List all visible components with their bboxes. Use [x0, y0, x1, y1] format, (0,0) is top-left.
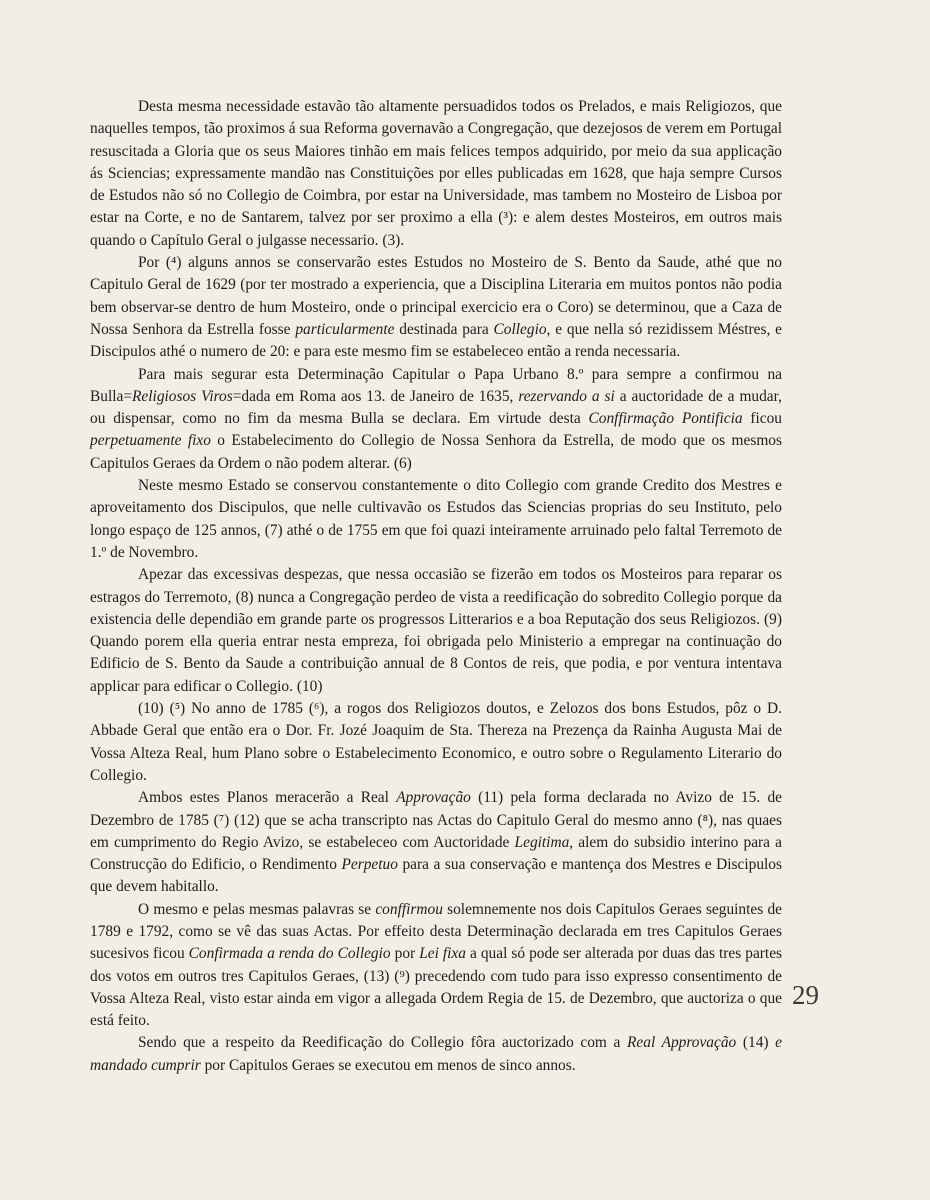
paragraph-7: Ambos estes Planos meracerão a Real Approvação (11) pela forma declarada no Avizo de 15. de Dezembro de 1785 (⁷) (12) que se acha transcripto nas Actas do Capitulo Geral do mesmo anno (⁸), nas quaes em cumprimento do Regio Avizo, se estabeleceo com Auctoridade Legitima, alem do subsidio interino para a Construcção do Edificio, o Rendimento Perpetuo para a sua conservação e mantença dos Mestres e Discipulos que devem habitallo.	[90, 789, 782, 896]
paragraph-6: (10) (⁵) No anno de 1785 (⁶), a rogos dos Religiozos doutos, e Zelozos dos bons Estudos, pôz o D. Abbade Geral que então era o Dor. Fr. Jozé Joaquim de Sta. Thereza na Prezença da Rainha Augusta Mai de Vossa Alteza Real, hum Plano sobre o Estabelecimento Economico, e outro sobre o Regulamento Literario do Collegio.	[90, 700, 782, 784]
paragraph-4: Neste mesmo Estado se conservou constantemente o dito Collegio com grande Credito dos Mestres e aproveitamento dos Discipulos, que nelle cultivavão os Estudos das Sciencias proprias do seu Instituto, pelo longo espaço de 125 annos, (7) athé o de 1755 em que foi quazi inteiramente arruinado pelo faltal Terremoto de 1.º de Novembro.	[90, 477, 782, 561]
paragraph-1: Desta mesma necessidade estavão tão altamente persuadidos todos os Prelados, e mais Religiozos, que naquelles tempos, tão proximos á sua Reforma governavão a Congregação, que dezejosos de verem em Portugal resuscitada a Gloria que os seus Maiores tinhão em mais felices tempos adquirido, por meio da sua applicação ás Sciencias; expressamente mandão nas Constituições por elles publicadas em 1628, que haja sempre Cursos de Estudos não só no Collegio de Coimbra, por estar na Universidade, mas tambem no Mosteiro de Lisboa por estar na Corte, e no de Santarem, talvez por ser proximo a ella (³): e alem destes Mosteiros, em outros mais quando o Capítulo Geral o julgasse necessario. (3).	[90, 98, 782, 249]
paragraph-3: Para mais segurar esta Determinação Capitular o Papa Urbano 8.º para sempre a confirmou na Bulla=Religiosos Viros=dada em Roma aos 13. de Janeiro de 1635, rezervando a si a auctoridade de a mudar, ou dispensar, como no fim da mesma Bulla se declara. Em virtude desta Conffirmação Pontificia ficou perpetuamente fixo o Estabelecimento do Collegio de Nossa Senhora da Estrella, de modo que os mesmos Capitulos Geraes da Ordem o não podem alterar. (6)	[90, 365, 782, 472]
paragraph-9: Sendo que a respeito da Reedificação do Collegio fôra auctorizado com a Real Approvação (14) e mandado cumprir por Capitulos Geraes se executou em menos de sinco annos.	[90, 1034, 782, 1074]
paragraph-2: Por (⁴) alguns annos se conservarão estes Estudos no Mosteiro de S. Bento da Saude, athé que no Capitulo Geral de 1629 (por ter mostrado a experiencia, que a Disciplina Literaria em muitos pontos não podia bem observar-se dentro de hum Mosteiro, onde o principal exercicio era o Coro) se determinou, que a Caza de Nossa Senhora da Estrella fosse particularmente destinada para Collegio, e que nella só rezidissem Méstres, e Discipulos athé o numero de 20: e para este mesmo fim se estabeleceo então a renda necessaria.	[90, 254, 782, 361]
page-number: 29	[792, 980, 819, 1010]
page-body	[90, 96, 782, 1077]
paragraph-5: Apezar das excessivas despezas, que nessa occasião se fizerão em todos os Mosteiros para reparar os estragos do Terremoto, (8) nunca a Congregação perdeo de vista a reedificação do sobredito Collegio porque da existencia delle dependião em grande parte os progressos Litterarios e a boa Reputação dos seus Religiozos. (9) Quando porem ella queria entrar nesta empreza, foi obrigada pelo Ministerio a empregar na continuação do Edificio de S. Bento da Saude a contribuição annual de 8 Contos de reis, que podia, e por ventura intentava applicar para edificar o Collegio. (10)	[90, 566, 782, 695]
paragraph-8: O mesmo e pelas mesmas palavras se conffirmou solemnemente nos dois Capitulos Geraes seguintes de 1789 e 1792, como se vê das suas Actas. Por effeito desta Determinação declarada em tres Capitulos Geraes sucesivos ficou Confirmada a renda do Collegio por Lei fixa a qual só pode ser alterada por duas das tres partes dos votos em outros tres Capitulos Geraes, (13) (⁹) precedendo com tudo para isso expresso consentimento de Vossa Alteza Real, visto estar ainda em vigor a allegada Ordem Regia de 15. de Dezembro, que auctoriza o que está feito.	[90, 900, 783, 1030]
